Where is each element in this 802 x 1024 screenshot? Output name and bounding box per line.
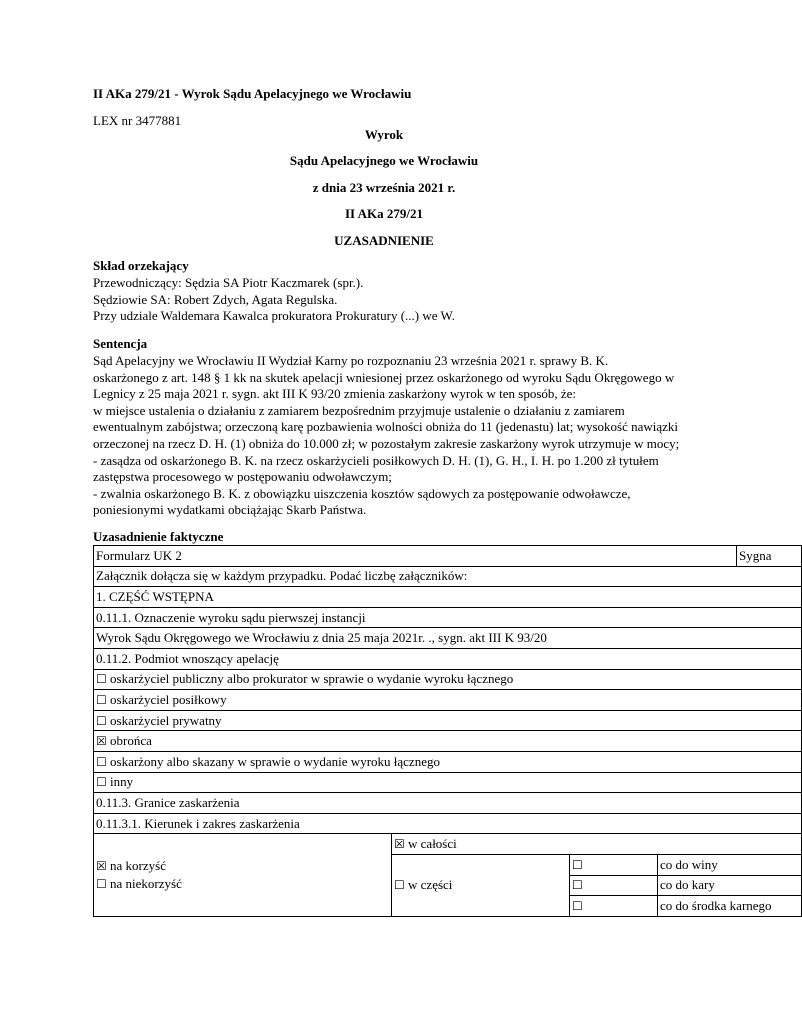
checkbox-icon[interactable]: ☐ bbox=[96, 775, 107, 790]
checkbox-icon[interactable]: ☐ bbox=[96, 692, 107, 707]
podmiot-option bbox=[94, 731, 802, 752]
sentencja-title: Sentencja bbox=[93, 336, 148, 351]
podmiot-label: oskarżyciel prywatny bbox=[110, 712, 222, 728]
sentencja-line: zastępstwa procesowego w postępowaniu odwoławczym; bbox=[93, 469, 392, 485]
heading-signature: II AKa 279/21 bbox=[344, 206, 423, 221]
heading-date: z dnia 23 września 2021 r. bbox=[312, 180, 456, 195]
form-label-cell: Formularz UK 2 bbox=[94, 546, 737, 567]
kierunek-label: na niekorzyść bbox=[110, 876, 182, 891]
section-0113-label: 0.11.3. Granice zaskarżenia bbox=[94, 793, 802, 814]
table-row bbox=[94, 546, 802, 567]
podmiot-option bbox=[94, 772, 802, 793]
formularz-uk2 bbox=[93, 545, 772, 925]
checkbox-icon[interactable]: ☐ bbox=[96, 754, 107, 769]
kierunek-cell bbox=[94, 834, 392, 916]
zalacznik-cell: Załącznik dołącza się w każdym przypadku. Podać liczbę załączników: bbox=[94, 566, 802, 587]
lex-number: LEX nr 3477881 bbox=[93, 113, 182, 128]
table-row bbox=[94, 587, 802, 608]
zakres-label-cell: co do środka karnego bbox=[658, 896, 802, 917]
w-calosci-label: w całości bbox=[408, 836, 457, 852]
podmiot-label: oskarżony albo skazany w sprawie o wydanie wyroku łącznego bbox=[110, 753, 440, 769]
podmiot-option bbox=[94, 751, 802, 772]
w-czesci-label: w części bbox=[408, 877, 453, 893]
podmiot-option bbox=[94, 669, 802, 690]
checkbox-icon[interactable]: ☐ bbox=[96, 672, 107, 687]
checkbox-checked-icon[interactable]: ☒ bbox=[96, 734, 107, 749]
heading-court: Sądu Apelacyjnego we Wrocławiu bbox=[289, 153, 479, 168]
sentencja-line: poniesionymi wydatkami obciążając Skarb Państwa. bbox=[93, 502, 367, 518]
sygnatura-cell: Sygna bbox=[737, 546, 802, 567]
zakres-label-cell: co do winy bbox=[658, 854, 802, 875]
checkbox-icon[interactable]: ☐ bbox=[394, 878, 405, 893]
sentencja-line: oskarżonego z art. 148 § 1 kk na skutek apelacji wniesionej przez oskarżonego od wyroku Sądu Okręgowego w bbox=[93, 369, 675, 385]
formularz-table bbox=[93, 545, 802, 917]
document-page bbox=[93, 0, 772, 1024]
sentencja-line: Legnicy z 25 maja 2021 r. sygn. akt III K 93/20 zmienia zaskarżony wyrok w ten sposób, że: bbox=[93, 386, 577, 402]
checkbox-checked-icon[interactable]: ☒ bbox=[96, 859, 107, 873]
checkbox-icon[interactable]: ☐ bbox=[572, 878, 583, 893]
kierunek-label: na korzyść bbox=[110, 858, 166, 873]
sentencja-line: orzeczonej na rzecz D. H. (1) obniża do 10.000 zł; w pozostałym zakresie zaskarżony wyrok utrzymuje w mocy; bbox=[93, 435, 680, 451]
checkbox-icon[interactable]: ☐ bbox=[572, 857, 583, 872]
section-0112-label: 0.11.2. Podmiot wnoszący apelację bbox=[94, 648, 802, 669]
w-calosci-cell bbox=[392, 834, 802, 855]
zakres-checkbox-cell bbox=[570, 896, 658, 917]
checkbox-icon[interactable]: ☐ bbox=[96, 877, 107, 891]
checkbox-icon[interactable]: ☐ bbox=[572, 898, 583, 913]
table-row bbox=[94, 772, 802, 793]
w-czesci-cell bbox=[392, 854, 570, 916]
sentencja-line: Sąd Apelacyjny we Wrocławiu II Wydział Karny po rozpoznaniu 23 września 2021 r. sprawy B. K. bbox=[93, 353, 609, 368]
document-title: II AKa 279/21 - Wyrok Sądu Apelacyjnego we Wrocławiu bbox=[93, 86, 412, 101]
podmiot-option bbox=[94, 710, 802, 731]
sklad-line: Przy udziale Waldemara Kawalca prokuratora Prokuratury (...) we W. bbox=[93, 308, 455, 324]
uzasadnienie-title: Uzasadnienie faktyczne bbox=[93, 529, 224, 544]
sklad-lines bbox=[93, 275, 693, 325]
podmiot-option bbox=[94, 690, 802, 711]
sentencja-line: w miejsce ustalenia o działaniu z zamiarem bezpośrednim przyjmuje ustalenie o działaniu z zamiarem bbox=[93, 402, 625, 418]
table-row bbox=[94, 648, 802, 669]
zakres-label-cell: co do kary bbox=[658, 875, 802, 896]
podmiot-label: oskarżyciel posiłkowy bbox=[110, 691, 227, 707]
table-row bbox=[94, 710, 802, 731]
table-row bbox=[94, 813, 802, 834]
checkbox-icon[interactable]: ☐ bbox=[96, 713, 107, 728]
sentencja-lines bbox=[93, 353, 693, 519]
section-0111-value: Wyrok Sądu Okręgowego we Wrocławiu z dnia 25 maja 2021r. ., sygn. akt III K 93/20 bbox=[94, 628, 802, 649]
section-01131-label: 0.11.3.1. Kierunek i zakres zaskarżenia bbox=[94, 813, 802, 834]
table-row bbox=[94, 669, 802, 690]
checkbox-checked-icon[interactable]: ☒ bbox=[394, 837, 405, 852]
zakres-checkbox-cell bbox=[570, 875, 658, 896]
heading-uzasadnienie: UZASADNIENIE bbox=[334, 233, 434, 248]
sklad-title: Skład orzekający bbox=[93, 258, 189, 273]
podmiot-label: oskarżyciel publiczny albo prokurator w sprawie o wydanie wyroku łącznego bbox=[110, 671, 514, 687]
heading-wyrok: Wyrok bbox=[364, 127, 404, 142]
sentencja-line: - zwalnia oskarżonego B. K. z obowiązku uiszczenia kosztów sądowych za postępowanie odwoławcze, bbox=[93, 485, 631, 501]
table-row bbox=[94, 793, 802, 814]
table-row bbox=[94, 731, 802, 752]
sklad-line: Przewodniczący: Sędzia SA Piotr Kaczmarek (spr.). bbox=[93, 275, 364, 290]
table-row bbox=[94, 751, 802, 772]
sentencja-line: ewentualnym zabójstwa; orzeczoną karę pozbawienia wolności obniża do 11 (jedenastu) lat; wysokość nawiązki bbox=[93, 419, 679, 435]
table-row bbox=[94, 628, 802, 649]
podmiot-label: obrońca bbox=[110, 733, 152, 749]
table-row bbox=[94, 834, 802, 855]
table-row bbox=[94, 566, 802, 587]
table-row bbox=[94, 690, 802, 711]
czesc-wstepna-cell: 1. CZĘŚĆ WSTĘPNA bbox=[94, 587, 802, 608]
podmiot-label: inny bbox=[110, 774, 134, 790]
section-0111-label: 0.11.1. Oznaczenie wyroku sądu pierwszej instancji bbox=[94, 607, 802, 628]
sentencja-line: - zasądza od oskarżonego B. K. na rzecz oskarżycieli posiłkowych D. H. (1), G. H., I. H. po 1.200 zł tytułem bbox=[93, 452, 659, 468]
zakres-checkbox-cell bbox=[570, 854, 658, 875]
table-row bbox=[94, 607, 802, 628]
sklad-line: Sędziowie SA: Robert Zdych, Agata Regulska. bbox=[93, 291, 338, 307]
